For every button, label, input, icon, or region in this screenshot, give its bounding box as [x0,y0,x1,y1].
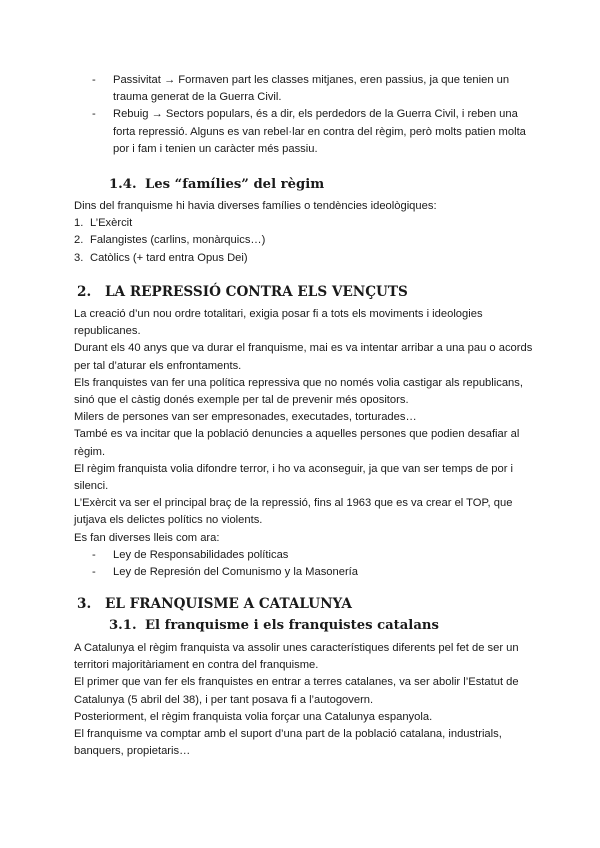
section-number: 1.4. [109,177,137,192]
section-title: El franquisme i els franquistes catalans [145,618,439,633]
section-3-1-heading [109,618,439,633]
list-item [74,564,534,581]
list-item [74,215,534,232]
section-2-heading [77,284,408,300]
list-item [74,250,534,267]
paragraph: El franquisme va comptar amb el suport d’una part de la població catalana, industrials, banquers, propietaris… [74,728,502,758]
list-item-text: Rebuig → Sectors populars, és a dir, els perdedors de la Guerra Civil, i reben una forta repressió. Alguns es van rebel·lar en contra del règim, però molts patien molta por i fam i tenien un caràcter més passiu. [113,108,526,155]
list-number: 1. [74,217,84,230]
dash-bullet: - [92,566,96,579]
paragraph: Dins del franquisme hi havia diverses famílies o tendències ideològiques: [74,200,437,212]
section-title: EL FRANQUISME A CATALUNYA [105,596,352,612]
paragraph: La creació d’un nou ordre totalitari, exigia posar fi a tots els moviments i ideologies republicanes. [74,308,483,338]
section-number: 3. [77,596,92,612]
section-title: Les “famílies” del règim [145,177,325,192]
section-3-heading [77,596,352,612]
paragraph: Milers de persones van ser empresonades, executades, torturades… [74,411,417,424]
list-item [74,72,534,106]
section-1-4-body [74,198,534,267]
paragraph: El règim franquista volia difondre terror, i ho va aconseguir, ja que van ser temps de por i silenci. [74,462,514,493]
paragraph: L’Exèrcit va ser el principal braç de la repressió, fins al 1963 que es va crear el TOP, que jutjava els delictes polítics no violents. [74,497,513,527]
list-item-text: Passivitat → Formaven part les classes mitjanes, eren passius, ja que tenien un trauma generat de la Guerra Civil. [113,74,510,104]
paragraph: Es fan diverses lleis com ara: [74,531,220,544]
paragraph: Els franquistes van fer una política repressiva que no només volia castigar als republicans, sinó que el càstig donés exemple per tal de prevenir més opositors. [74,376,523,407]
dash-bullet: - [92,74,96,86]
section-3-1-body [74,640,534,760]
section-number: 3.1. [109,618,137,633]
list-number: 3. [74,251,84,264]
section-1-4-heading [109,177,324,192]
list-item-text: Ley de Responsabilidades políticas [113,548,289,561]
section-number: 2. [77,284,92,300]
list-item [74,106,534,158]
paragraph: Durant els 40 anys que va durar el franquisme, mai es va intentar arribar a una pau o acords per tal d’aturar els enfrontaments. [74,342,533,372]
list-item-text: Falangistes (carlins, monàrquics…) [90,234,266,247]
intro-list [74,72,534,158]
list-item [74,547,534,564]
paragraph: El primer que van fer els franquistes en entrar a terres catalanes, va ser abolir l’Estatut de Catalunya (5 abril del 38), i per tant posava fi a l’autogovern. [74,676,519,706]
paragraph: Posteriorment, el règim franquista volia forçar una Catalunya espanyola. [74,710,433,723]
list-number: 2. [74,234,84,247]
dash-bullet: - [92,548,96,561]
list-item-text: Catòlics (+ tard entra Opus Dei) [90,251,248,264]
section-2-body [74,306,534,581]
list-item-text: Ley de Represión del Comunismo y la Masonería [113,566,359,579]
list-item-text: L’Exèrcit [90,217,133,230]
list-item [74,232,534,249]
dash-bullet: - [92,108,96,121]
paragraph: També es va incitar que la població denuncies a aquelles persones que podien desafiar al règim. [74,428,520,458]
paragraph: A Catalunya el règim franquista va assolir unes característiques diferents pel fet de ser un territori majoritàriament en contra del franquisme. [74,642,519,672]
section-title: LA REPRESSIÓ CONTRA ELS VENÇUTS [105,284,408,300]
